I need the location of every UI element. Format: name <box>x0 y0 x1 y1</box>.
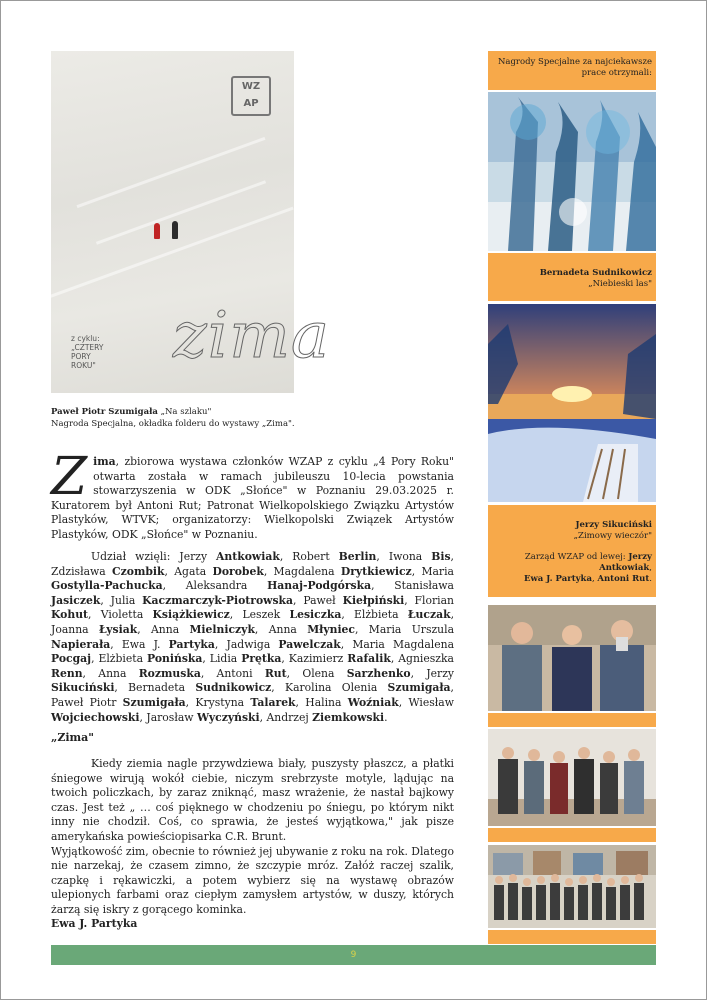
participant-surname: Berlin <box>338 550 377 563</box>
participant-surname: Rafalik <box>347 652 391 666</box>
participant-first-name: Halina <box>305 695 348 709</box>
participant-first-name: Krystyna <box>195 695 251 709</box>
participant-first-name: Iwona <box>388 550 432 563</box>
participant-surname: Pawelczak <box>278 637 341 651</box>
participant-surname: Czombik <box>112 564 165 578</box>
participant-surname: Prętka <box>241 652 282 666</box>
participant-first-name: Joanna <box>51 622 99 636</box>
participant-surname: Młyniec <box>307 622 355 636</box>
participant-first-name: Maria <box>421 564 454 578</box>
essay: Kiedy ziemia nagle przywdziewa biały, puszysty płaszcz, a płatki śniegowe wirują wokół ciebie, niczym srebrzyste motyle, lądując na twoich policzkach, by zaraz zniknąć, masz wrażenie, że nastał bajkowy czas. Jest też „ … coś pięknego w chodzeniu po śniegu, po którym nikt inny nie chodził. Coś, co sprawia, że jesteś wyjątkowa," jak pisze amerykańska powieściopisarka C.R. Brunt. Wyjątkowość zim, obecnie to również jej ubywanie z roku na rok. Dlatego nie narzekaj, że czasem zimno, że szczypie mróz. Załóż raczej szalik, czapkę i rękawiczki, a potem wybierz się na wystawę obrazów ulepionych farbami oraz ciepłym zamysłem artystów, w duszy, których żarzą się iskry z gorącego kominka. <box>51 757 454 916</box>
participant-first-name: Zdzisława <box>51 564 113 578</box>
participant-surname: Mielniczyk <box>189 622 255 636</box>
participant-first-name: Julia <box>110 593 143 607</box>
participant-first-name: Aleksandra <box>185 579 268 593</box>
participant-first-name: Paweł Piotr <box>51 695 123 709</box>
cover-series-text: z cyklu: „CZTERY PORY ROKU" <box>71 334 104 370</box>
hiker-red <box>154 223 160 239</box>
participant-first-name: Paweł <box>303 593 343 607</box>
participant-first-name: Anna <box>98 666 139 680</box>
participant-first-name: Elżbieta <box>354 608 408 622</box>
orange-spacer-2 <box>488 828 656 842</box>
participant-first-name: Agata <box>174 564 213 578</box>
participant-surname: Sudnikowicz <box>195 681 272 695</box>
participant-first-name: Jarosław <box>146 710 197 724</box>
participant-first-name: Kazimierz <box>288 652 348 666</box>
participant-first-name: Agnieszka <box>398 652 454 666</box>
participant-surname: Wyczyński <box>196 710 260 724</box>
participant-surname: Gostylla-Pachucka <box>51 579 163 593</box>
participant-surname: Rut <box>264 666 287 680</box>
participant-first-name: Stanisława <box>394 579 454 593</box>
participant-first-name: Bernadeta <box>128 681 196 695</box>
participant-first-name: Anna <box>150 622 190 636</box>
participant-surname: Sarzhenko <box>346 666 411 680</box>
participant-first-name: Jerzy <box>179 550 217 563</box>
participant-surname: Sikuciński <box>51 681 115 695</box>
painting-niebieski-las <box>488 92 656 251</box>
participants-paragraph: Udział wzięli: Jerzy Antkowiak, Robert Berlin, Iwona Bis, Zdzisława Czombik, Agata Dorobek, Magdalena Drytkiewicz, Maria Gostylla-Pachucka, Aleksandra Hanaj-Podgórska, Stanisława Jasiczek, Julia Kaczmarczyk-Piotrowska, Paweł Kiełpiński, Florian Kohut, Violetta Książkiewicz, Leszek Lesiczka, Elżbieta Łuczak, Joanna Łysiak, Anna Mielniczyk, Anna Młyniec, Maria Urszula Napierała, Ewa J. Partyka, Jadwiga Pawelczak, Maria Magdalena Pocgaj, Elżbieta Ponińska, Lidia Prętka, Kazimierz Rafalik, Agnieszka Renn, Anna Rozmuska, Antoni Rut, Olena Sarzhenko, Jerzy Sikuciński, Bernadeta Sudnikowicz, Karolina Olenia Szumigała, Paweł Piotr Szumigała, Krystyna Talarek, Halina Woźniak, Wiesław Wojciechowski, Jarosław Wyczyński, Andrzej Ziemkowski. <box>51 550 455 724</box>
participant-surname: Antkowiak <box>216 550 280 563</box>
participant-surname: Hanaj-Podgórska <box>267 579 372 593</box>
participant-surname: Dorobek <box>212 564 264 578</box>
participant-first-name: Lidia <box>209 652 242 666</box>
participant-surname: Wojciechowski <box>51 710 140 724</box>
participant-surname: Kaczmarczyk-Piotrowska <box>142 593 294 607</box>
hiker-dark <box>172 221 178 239</box>
participant-first-name: Ewa J. <box>121 637 169 651</box>
cover-title: zima <box>173 299 331 373</box>
photo-board <box>488 605 656 711</box>
participant-surname: Kohut <box>51 608 89 622</box>
orange-spacer-1 <box>488 713 656 727</box>
photo-group-large <box>488 845 656 928</box>
dropcap: Z <box>51 447 88 507</box>
participant-surname: Ponińska <box>147 652 203 666</box>
participant-surname: Napierała <box>51 637 111 651</box>
participant-surname: Kiełpiński <box>342 593 405 607</box>
participant-first-name: Olena <box>302 666 347 680</box>
participant-surname: Jasiczek <box>51 593 101 607</box>
participant-first-name: Florian <box>414 593 454 607</box>
painting-zimowy-wieczor <box>488 304 656 502</box>
participant-first-name: Jadwiga <box>226 637 279 651</box>
awards-box: Nagrody Specjalne za najciekawsze prace otrzymali: <box>488 51 656 90</box>
participant-first-name: Robert <box>292 550 339 563</box>
participant-first-name: Maria Urszula <box>368 622 455 636</box>
participant-first-name: Antoni <box>216 666 265 680</box>
participant-surname: Łysiak <box>98 622 138 636</box>
participant-surname: Renn <box>51 666 83 680</box>
participant-surname: Pocgaj <box>51 652 92 666</box>
participant-first-name: Andrzej <box>266 710 313 724</box>
participant-first-name: Maria Magdalena <box>352 637 455 651</box>
wzap-logo: WZ AP <box>231 76 271 116</box>
participant-surname: Talarek <box>250 695 296 709</box>
participant-first-name: Jerzy <box>426 666 454 680</box>
signature: Ewa J. Partyka <box>51 917 138 930</box>
award1-label: Bernadeta Sudnikowicz „Niebieski las" <box>488 253 656 301</box>
participant-surname: Ziemkowski <box>312 710 385 724</box>
orange-spacer-3 <box>488 930 656 944</box>
photo-group-small <box>488 729 656 826</box>
participant-first-name: Leszek <box>242 608 290 622</box>
participant-surname: Książkiewicz <box>152 608 230 622</box>
participant-first-name: Wiesław <box>408 695 454 709</box>
participant-first-name: Violetta <box>100 608 153 622</box>
award2-and-board-label: Jerzy Sikuciński „Zimowy wieczór" Zarząd WZAP od lewej: Jerzy Antkowiak, Ewa J. Partyka, Antoni Rut. <box>488 505 656 597</box>
cover-image-na-szlaku <box>51 51 331 393</box>
participant-surname: Szumigała <box>387 681 451 695</box>
participant-surname: Woźniak <box>347 695 399 709</box>
participant-surname: Szumigała <box>122 695 186 709</box>
participant-surname: Lesiczka <box>289 608 342 622</box>
footer-bar <box>51 945 656 965</box>
section-heading: „Zima" <box>51 731 95 744</box>
participant-surname: Łuczak <box>407 608 451 622</box>
participant-first-name: Magdalena <box>273 564 341 578</box>
participant-surname: Partyka <box>168 637 215 651</box>
page-number: 9 <box>350 950 357 960</box>
intro-paragraph: Zima, zbiorowa wystawa członków WZAP z cyklu „4 Pory Roku" otwarta została w ramach jubileuszu 10-lecia powstania stowarzyszenia w ODK „Słońce" w Poznaniu 29.03.2025 r. Kuratorem był Antoni Rut; Patronat Wielkopolskiego Związku Artystów Plastyków, WTVK; organizatorzy: Wielkopolski Związek Artystów Plastyków, ODK „Słońce" w Poznaniu. <box>51 447 454 541</box>
participant-first-name: Elżbieta <box>98 652 147 666</box>
participant-surname: Bis <box>431 550 451 563</box>
participant-surname: Drytkiewicz <box>340 564 412 578</box>
cover-caption: Paweł Piotr Szumigała „Na szlaku" Nagroda Specjalna, okładka folderu do wystawy „Zima". <box>51 407 295 429</box>
participant-first-name: Anna <box>268 622 308 636</box>
participant-surname: Rozmuska <box>138 666 201 680</box>
participant-first-name: Karolina Olenia <box>285 681 388 695</box>
